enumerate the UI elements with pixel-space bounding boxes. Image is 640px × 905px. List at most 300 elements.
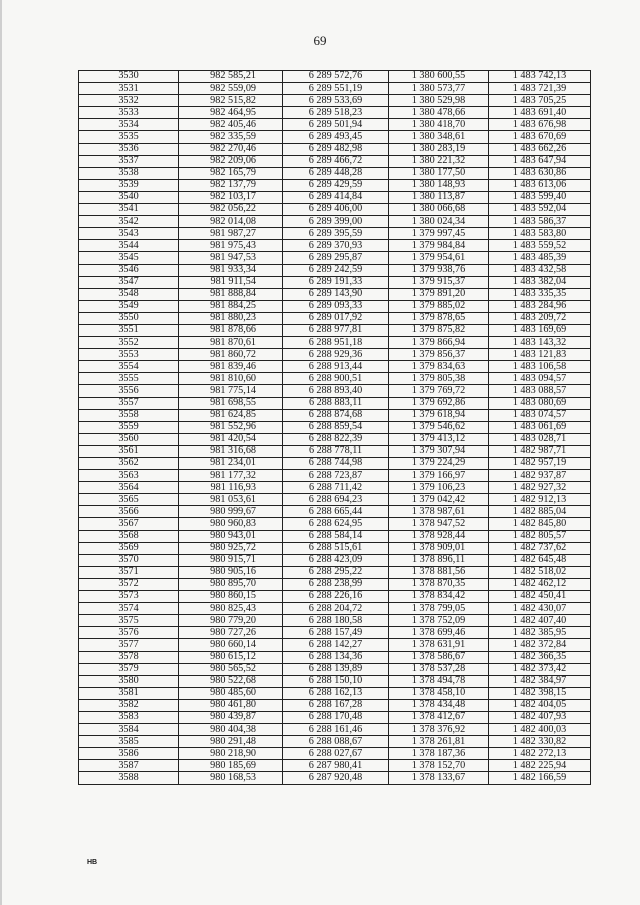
- coord-y-cell: 6 288 913,44: [283, 361, 389, 373]
- point-number-cell: 3553: [79, 349, 179, 361]
- coord-x-cell: 981 116,93: [179, 482, 283, 494]
- coord-y-cell: 6 289 572,76: [283, 71, 389, 83]
- table-row: [79, 337, 591, 349]
- coord-y-cell: 6 288 139,89: [283, 663, 389, 675]
- coord-x-cell: 980 915,71: [179, 554, 283, 566]
- table-row: [79, 663, 591, 675]
- coord-x2-cell: 1 378 187,36: [389, 748, 489, 760]
- table-row: [79, 530, 591, 542]
- coord-y-cell: 6 289 017,92: [283, 312, 389, 324]
- coord-y-cell: 6 288 170,48: [283, 711, 389, 723]
- coord-y2-cell: 1 483 647,94: [489, 155, 591, 167]
- coord-y-cell: 6 288 295,22: [283, 566, 389, 578]
- coord-y2-cell: 1 482 372,84: [489, 639, 591, 651]
- coord-x2-cell: 1 380 478,66: [389, 107, 489, 119]
- coord-y2-cell: 1 482 885,04: [489, 506, 591, 518]
- coord-x-cell: 981 933,34: [179, 264, 283, 276]
- coord-y-cell: 6 288 157,49: [283, 627, 389, 639]
- point-number-cell: 3574: [79, 603, 179, 615]
- coord-x-cell: 981 552,96: [179, 421, 283, 433]
- table-row: [79, 506, 591, 518]
- coord-y-cell: 6 289 466,72: [283, 155, 389, 167]
- coord-x2-cell: 1 378 631,91: [389, 639, 489, 651]
- point-number-cell: 3580: [79, 675, 179, 687]
- coord-y-cell: 6 288 883,11: [283, 397, 389, 409]
- coord-x2-cell: 1 379 997,45: [389, 228, 489, 240]
- coord-y-cell: 6 288 161,46: [283, 724, 389, 736]
- coord-x2-cell: 1 380 529,98: [389, 95, 489, 107]
- point-number-cell: 3566: [79, 506, 179, 518]
- point-number-cell: 3586: [79, 748, 179, 760]
- coord-y2-cell: 1 482 225,94: [489, 760, 591, 772]
- table-row: [79, 470, 591, 482]
- table-row: [79, 204, 591, 216]
- table-row: [79, 554, 591, 566]
- coord-y-cell: 6 288 723,87: [283, 470, 389, 482]
- table-row: [79, 143, 591, 155]
- coord-x-cell: 981 987,27: [179, 228, 283, 240]
- coord-x-cell: 981 053,61: [179, 494, 283, 506]
- coord-y-cell: 6 288 874,68: [283, 409, 389, 421]
- point-number-cell: 3554: [79, 361, 179, 373]
- coord-x2-cell: 1 379 834,63: [389, 361, 489, 373]
- coord-x-cell: 981 911,54: [179, 276, 283, 288]
- coord-y-cell: 6 288 180,58: [283, 615, 389, 627]
- coord-y2-cell: 1 483 432,58: [489, 264, 591, 276]
- table-row: [79, 639, 591, 651]
- coord-x2-cell: 1 379 166,97: [389, 470, 489, 482]
- coord-x-cell: 980 925,72: [179, 542, 283, 554]
- coord-x2-cell: 1 380 600,55: [389, 71, 489, 83]
- coord-y2-cell: 1 483 080,69: [489, 397, 591, 409]
- coord-y2-cell: 1 483 074,57: [489, 409, 591, 421]
- point-number-cell: 3563: [79, 470, 179, 482]
- coord-x2-cell: 1 378 881,56: [389, 566, 489, 578]
- coord-x-cell: 980 825,43: [179, 603, 283, 615]
- coord-x2-cell: 1 379 856,37: [389, 349, 489, 361]
- table-row: [79, 324, 591, 336]
- coord-y2-cell: 1 482 384,97: [489, 675, 591, 687]
- coordinates-table: [78, 70, 591, 785]
- coord-x-cell: 981 839,46: [179, 361, 283, 373]
- coord-y2-cell: 1 482 737,62: [489, 542, 591, 554]
- coord-x2-cell: 1 380 573,77: [389, 83, 489, 95]
- coord-y2-cell: 1 483 169,69: [489, 324, 591, 336]
- table-row: [79, 627, 591, 639]
- coord-x-cell: 982 103,17: [179, 191, 283, 203]
- point-number-cell: 3588: [79, 772, 179, 784]
- coord-y-cell: 6 288 624,95: [283, 518, 389, 530]
- point-number-cell: 3551: [79, 324, 179, 336]
- coord-x2-cell: 1 379 692,86: [389, 397, 489, 409]
- point-number-cell: 3536: [79, 143, 179, 155]
- coord-y-cell: 6 288 744,98: [283, 458, 389, 470]
- coord-x-cell: 980 291,48: [179, 736, 283, 748]
- coord-y2-cell: 1 482 462,12: [489, 578, 591, 590]
- point-number-cell: 3568: [79, 530, 179, 542]
- coord-y-cell: 6 288 162,13: [283, 687, 389, 699]
- coord-x2-cell: 1 378 458,10: [389, 687, 489, 699]
- table-row: [79, 385, 591, 397]
- point-number-cell: 3573: [79, 591, 179, 603]
- coord-y2-cell: 1 483 094,57: [489, 373, 591, 385]
- coord-x2-cell: 1 380 221,32: [389, 155, 489, 167]
- table-row: [79, 675, 591, 687]
- point-number-cell: 3585: [79, 736, 179, 748]
- coord-y2-cell: 1 482 400,03: [489, 724, 591, 736]
- table-row: [79, 167, 591, 179]
- table-row: [79, 578, 591, 590]
- coord-x-cell: 982 405,46: [179, 119, 283, 131]
- table-row: [79, 566, 591, 578]
- coord-y2-cell: 1 483 630,86: [489, 167, 591, 179]
- coord-y-cell: 6 288 778,11: [283, 445, 389, 457]
- table-row: [79, 651, 591, 663]
- coord-x-cell: 981 234,01: [179, 458, 283, 470]
- coord-y2-cell: 1 483 382,04: [489, 276, 591, 288]
- point-number-cell: 3567: [79, 518, 179, 530]
- coord-y2-cell: 1 482 385,95: [489, 627, 591, 639]
- point-number-cell: 3561: [79, 445, 179, 457]
- coord-x-cell: 982 585,21: [179, 71, 283, 83]
- coord-x-cell: 980 439,87: [179, 711, 283, 723]
- coord-y2-cell: 1 482 272,13: [489, 748, 591, 760]
- table-row: [79, 131, 591, 143]
- table-row: [79, 724, 591, 736]
- table-row: [79, 445, 591, 457]
- coord-x-cell: 982 270,46: [179, 143, 283, 155]
- coord-y2-cell: 1 482 927,32: [489, 482, 591, 494]
- point-number-cell: 3533: [79, 107, 179, 119]
- coord-y2-cell: 1 483 691,40: [489, 107, 591, 119]
- coord-y-cell: 6 289 406,00: [283, 204, 389, 216]
- coord-x2-cell: 1 380 418,70: [389, 119, 489, 131]
- coord-y-cell: 6 288 204,72: [283, 603, 389, 615]
- coord-y2-cell: 1 483 676,98: [489, 119, 591, 131]
- scan-edge: [0, 0, 2, 905]
- coord-x2-cell: 1 378 896,11: [389, 554, 489, 566]
- coord-x2-cell: 1 379 891,20: [389, 288, 489, 300]
- coord-x2-cell: 1 379 106,23: [389, 482, 489, 494]
- coord-y-cell: 6 288 900,51: [283, 373, 389, 385]
- table-row: [79, 615, 591, 627]
- coord-y2-cell: 1 483 088,57: [489, 385, 591, 397]
- coord-x-cell: 981 947,53: [179, 252, 283, 264]
- coord-y2-cell: 1 483 721,39: [489, 83, 591, 95]
- point-number-cell: 3570: [79, 554, 179, 566]
- point-number-cell: 3558: [79, 409, 179, 421]
- coord-x-cell: 981 860,72: [179, 349, 283, 361]
- table-row: [79, 591, 591, 603]
- point-number-cell: 3560: [79, 433, 179, 445]
- coord-x2-cell: 1 378 987,61: [389, 506, 489, 518]
- coord-x-cell: 981 624,85: [179, 409, 283, 421]
- coord-y2-cell: 1 482 845,80: [489, 518, 591, 530]
- coord-x2-cell: 1 378 834,42: [389, 591, 489, 603]
- point-number-cell: 3587: [79, 760, 179, 772]
- coord-y2-cell: 1 483 613,06: [489, 179, 591, 191]
- coord-x-cell: 980 168,53: [179, 772, 283, 784]
- coord-x-cell: 980 960,83: [179, 518, 283, 530]
- coord-x-cell: 980 461,80: [179, 699, 283, 711]
- table-row: [79, 433, 591, 445]
- coord-x-cell: 981 316,68: [179, 445, 283, 457]
- coord-y-cell: 6 289 395,59: [283, 228, 389, 240]
- point-number-cell: 3548: [79, 288, 179, 300]
- coord-x2-cell: 1 378 928,44: [389, 530, 489, 542]
- point-number-cell: 3538: [79, 167, 179, 179]
- coord-x2-cell: 1 378 434,48: [389, 699, 489, 711]
- table-row: [79, 603, 591, 615]
- coord-y2-cell: 1 483 583,80: [489, 228, 591, 240]
- coord-x2-cell: 1 378 586,67: [389, 651, 489, 663]
- coord-y-cell: 6 287 980,41: [283, 760, 389, 772]
- coord-y2-cell: 1 483 670,69: [489, 131, 591, 143]
- point-number-cell: 3537: [79, 155, 179, 167]
- coord-x2-cell: 1 378 133,67: [389, 772, 489, 784]
- point-number-cell: 3547: [79, 276, 179, 288]
- point-number-cell: 3545: [79, 252, 179, 264]
- coord-x2-cell: 1 378 261,81: [389, 736, 489, 748]
- coord-y-cell: 6 289 399,00: [283, 216, 389, 228]
- coord-y-cell: 6 289 551,19: [283, 83, 389, 95]
- coord-y2-cell: 1 482 518,02: [489, 566, 591, 578]
- table-row: [79, 119, 591, 131]
- coord-x-cell: 981 698,55: [179, 397, 283, 409]
- coord-x2-cell: 1 380 148,93: [389, 179, 489, 191]
- coord-x-cell: 981 884,25: [179, 300, 283, 312]
- table-row: [79, 494, 591, 506]
- table-row: [79, 252, 591, 264]
- coord-x-cell: 982 014,08: [179, 216, 283, 228]
- coord-y-cell: 6 289 482,98: [283, 143, 389, 155]
- coord-x-cell: 980 565,52: [179, 663, 283, 675]
- coord-y2-cell: 1 482 407,40: [489, 615, 591, 627]
- point-number-cell: 3575: [79, 615, 179, 627]
- coord-x2-cell: 1 379 875,82: [389, 324, 489, 336]
- coord-y2-cell: 1 482 987,71: [489, 445, 591, 457]
- coord-y-cell: 6 289 242,59: [283, 264, 389, 276]
- point-number-cell: 3543: [79, 228, 179, 240]
- point-number-cell: 3542: [79, 216, 179, 228]
- point-number-cell: 3564: [79, 482, 179, 494]
- table-row: [79, 179, 591, 191]
- coord-x2-cell: 1 379 307,94: [389, 445, 489, 457]
- coord-y-cell: 6 289 191,33: [283, 276, 389, 288]
- point-number-cell: 3569: [79, 542, 179, 554]
- coord-y2-cell: 1 482 645,48: [489, 554, 591, 566]
- coord-y-cell: 6 288 088,67: [283, 736, 389, 748]
- table-row: [79, 373, 591, 385]
- table-row: [79, 300, 591, 312]
- coord-x2-cell: 1 379 885,02: [389, 300, 489, 312]
- coord-x2-cell: 1 378 537,28: [389, 663, 489, 675]
- coord-y-cell: 6 288 584,14: [283, 530, 389, 542]
- coord-y2-cell: 1 482 450,41: [489, 591, 591, 603]
- coord-x2-cell: 1 378 799,05: [389, 603, 489, 615]
- coord-y-cell: 6 288 665,44: [283, 506, 389, 518]
- point-number-cell: 3578: [79, 651, 179, 663]
- table-row: [79, 276, 591, 288]
- coord-y-cell: 6 289 448,28: [283, 167, 389, 179]
- point-number-cell: 3532: [79, 95, 179, 107]
- coord-y-cell: 6 288 694,23: [283, 494, 389, 506]
- coord-y2-cell: 1 483 599,40: [489, 191, 591, 203]
- coord-x2-cell: 1 379 878,65: [389, 312, 489, 324]
- coord-x-cell: 981 878,66: [179, 324, 283, 336]
- point-number-cell: 3579: [79, 663, 179, 675]
- coord-y2-cell: 1 483 143,32: [489, 337, 591, 349]
- table-row: [79, 421, 591, 433]
- table-row: [79, 191, 591, 203]
- point-number-cell: 3556: [79, 385, 179, 397]
- coord-x2-cell: 1 379 769,72: [389, 385, 489, 397]
- coord-x-cell: 980 860,15: [179, 591, 283, 603]
- coord-x-cell: 981 775,14: [179, 385, 283, 397]
- point-number-cell: 3576: [79, 627, 179, 639]
- coord-x-cell: 981 888,84: [179, 288, 283, 300]
- coord-y2-cell: 1 483 485,39: [489, 252, 591, 264]
- coord-y-cell: 6 289 518,23: [283, 107, 389, 119]
- footer-mark: НВ: [87, 859, 98, 866]
- coord-y-cell: 6 289 414,84: [283, 191, 389, 203]
- coord-x2-cell: 1 379 938,76: [389, 264, 489, 276]
- point-number-cell: 3535: [79, 131, 179, 143]
- coord-y2-cell: 1 483 586,37: [489, 216, 591, 228]
- coord-x-cell: 980 660,14: [179, 639, 283, 651]
- coord-x2-cell: 1 379 805,38: [389, 373, 489, 385]
- coord-x2-cell: 1 378 699,46: [389, 627, 489, 639]
- coord-x-cell: 981 177,32: [179, 470, 283, 482]
- table-row: [79, 83, 591, 95]
- table-row: [79, 748, 591, 760]
- coord-y2-cell: 1 482 430,07: [489, 603, 591, 615]
- coord-x-cell: 980 905,16: [179, 566, 283, 578]
- coord-y-cell: 6 288 822,39: [283, 433, 389, 445]
- coord-y2-cell: 1 482 166,59: [489, 772, 591, 784]
- coord-y2-cell: 1 483 592,04: [489, 204, 591, 216]
- point-number-cell: 3583: [79, 711, 179, 723]
- coord-y-cell: 6 288 711,42: [283, 482, 389, 494]
- coord-x-cell: 980 485,60: [179, 687, 283, 699]
- point-number-cell: 3584: [79, 724, 179, 736]
- coord-y-cell: 6 288 423,09: [283, 554, 389, 566]
- coord-y-cell: 6 288 150,10: [283, 675, 389, 687]
- coord-y-cell: 6 289 429,59: [283, 179, 389, 191]
- coord-x2-cell: 1 378 947,52: [389, 518, 489, 530]
- point-number-cell: 3544: [79, 240, 179, 252]
- coord-y2-cell: 1 482 366,35: [489, 651, 591, 663]
- point-number-cell: 3546: [79, 264, 179, 276]
- coord-y-cell: 6 289 295,87: [283, 252, 389, 264]
- coord-y2-cell: 1 482 407,93: [489, 711, 591, 723]
- point-number-cell: 3559: [79, 421, 179, 433]
- coord-x2-cell: 1 379 866,94: [389, 337, 489, 349]
- coord-y-cell: 6 288 977,81: [283, 324, 389, 336]
- point-number-cell: 3571: [79, 566, 179, 578]
- coord-x2-cell: 1 380 283,19: [389, 143, 489, 155]
- coord-x2-cell: 1 378 909,01: [389, 542, 489, 554]
- point-number-cell: 3581: [79, 687, 179, 699]
- coord-x-cell: 982 165,79: [179, 167, 283, 179]
- coordinates-table-container: [78, 70, 591, 785]
- coord-y2-cell: 1 483 028,71: [489, 433, 591, 445]
- coord-y-cell: 6 288 515,61: [283, 542, 389, 554]
- coord-y2-cell: 1 483 742,13: [489, 71, 591, 83]
- coord-y2-cell: 1 482 937,87: [489, 470, 591, 482]
- coord-x-cell: 982 209,06: [179, 155, 283, 167]
- coord-y2-cell: 1 483 209,72: [489, 312, 591, 324]
- coord-x2-cell: 1 379 413,12: [389, 433, 489, 445]
- coord-y-cell: 6 289 533,69: [283, 95, 389, 107]
- coord-y-cell: 6 289 143,90: [283, 288, 389, 300]
- table-row: [79, 482, 591, 494]
- coord-x-cell: 980 615,12: [179, 651, 283, 663]
- coord-x-cell: 981 810,60: [179, 373, 283, 385]
- table-row: [79, 542, 591, 554]
- coord-x-cell: 981 975,43: [179, 240, 283, 252]
- table-row: [79, 361, 591, 373]
- coord-x-cell: 980 727,26: [179, 627, 283, 639]
- coord-y-cell: 6 289 370,93: [283, 240, 389, 252]
- coord-x2-cell: 1 378 752,09: [389, 615, 489, 627]
- table-row: [79, 216, 591, 228]
- point-number-cell: 3552: [79, 337, 179, 349]
- coord-y-cell: 6 288 167,28: [283, 699, 389, 711]
- table-row: [79, 240, 591, 252]
- coord-x-cell: 981 880,23: [179, 312, 283, 324]
- coord-x2-cell: 1 378 870,35: [389, 578, 489, 590]
- coord-y-cell: 6 288 226,16: [283, 591, 389, 603]
- coord-y2-cell: 1 483 121,83: [489, 349, 591, 361]
- table-row: [79, 409, 591, 421]
- point-number-cell: 3562: [79, 458, 179, 470]
- coord-x2-cell: 1 380 113,87: [389, 191, 489, 203]
- coord-x-cell: 980 218,90: [179, 748, 283, 760]
- coord-y2-cell: 1 483 106,58: [489, 361, 591, 373]
- point-number-cell: 3572: [79, 578, 179, 590]
- coord-y2-cell: 1 483 559,52: [489, 240, 591, 252]
- point-number-cell: 3582: [79, 699, 179, 711]
- coord-x-cell: 980 943,01: [179, 530, 283, 542]
- coord-x2-cell: 1 380 348,61: [389, 131, 489, 143]
- coord-x2-cell: 1 378 376,92: [389, 724, 489, 736]
- table-row: [79, 349, 591, 361]
- coord-x-cell: 982 515,82: [179, 95, 283, 107]
- coord-y2-cell: 1 483 705,25: [489, 95, 591, 107]
- coord-y-cell: 6 287 920,48: [283, 772, 389, 784]
- coord-y-cell: 6 288 027,67: [283, 748, 389, 760]
- table-row: [79, 397, 591, 409]
- coord-y-cell: 6 288 951,18: [283, 337, 389, 349]
- coord-x-cell: 980 185,69: [179, 760, 283, 772]
- coord-x-cell: 980 522,68: [179, 675, 283, 687]
- coord-y-cell: 6 288 929,36: [283, 349, 389, 361]
- coord-x2-cell: 1 379 224,29: [389, 458, 489, 470]
- table-row: [79, 699, 591, 711]
- coord-y-cell: 6 289 493,45: [283, 131, 389, 143]
- coord-x-cell: 982 559,09: [179, 83, 283, 95]
- point-number-cell: 3534: [79, 119, 179, 131]
- table-row: [79, 711, 591, 723]
- table-row: [79, 458, 591, 470]
- table-row: [79, 228, 591, 240]
- coord-y2-cell: 1 482 373,42: [489, 663, 591, 675]
- point-number-cell: 3549: [79, 300, 179, 312]
- coord-x2-cell: 1 380 024,34: [389, 216, 489, 228]
- table-row: [79, 264, 591, 276]
- coord-y2-cell: 1 482 957,19: [489, 458, 591, 470]
